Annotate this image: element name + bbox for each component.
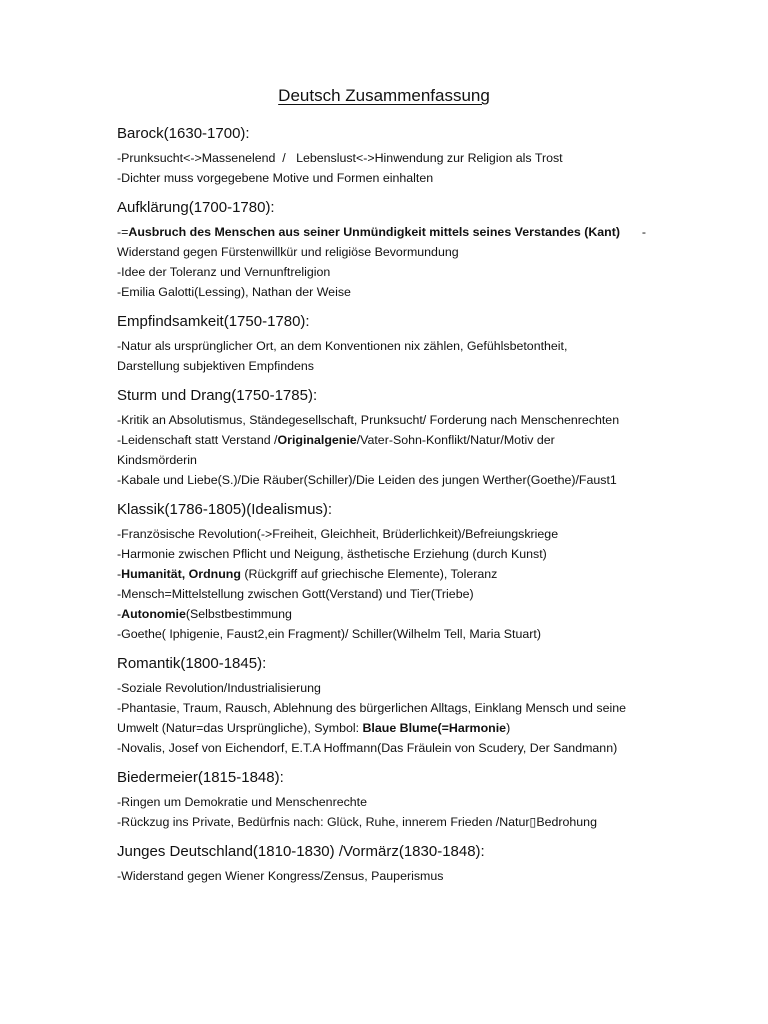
- text-fragment: -Leidenschaft statt Verstand /: [117, 433, 278, 447]
- text-fragment: (Selbstbestimmung: [185, 607, 292, 621]
- section-aufklaerung: [117, 198, 657, 302]
- section-empfindsamkeit: [117, 312, 657, 376]
- section-heading: Barock(1630-1700):: [117, 125, 250, 142]
- text-fragment: -: [117, 607, 122, 621]
- section-heading: Biedermeier(1815-1848):: [117, 769, 284, 786]
- section-heading: Empfindsamkeit(1750-1780):: [117, 313, 310, 330]
- text-line: [117, 564, 657, 584]
- text-line: -Ringen um Demokratie und Menschenrechte: [117, 795, 368, 809]
- text-line: -Novalis, Josef von Eichendorf, E.T.A Hoffmann(Das Fräulein von Scudery, Der Sandmann): [117, 741, 618, 755]
- text-line: [117, 604, 657, 624]
- page-title: Deutsch Zusammenfassung: [278, 86, 490, 105]
- section-barock: [117, 124, 657, 188]
- section-romantik: [117, 654, 657, 758]
- text-line: Kindsmörderin: [117, 453, 197, 467]
- text-line: -Rückzug ins Private, Bedürfnis nach: Glück, Ruhe, innerem Frieden /Natur▯Bedrohung: [117, 815, 597, 829]
- text-fragment: Umwelt (Natur=das Ursprüngliche), Symbol:: [117, 721, 363, 735]
- text-line: [117, 718, 657, 738]
- section-sturm-und-drang: [117, 386, 657, 490]
- bold-text: Humanität, Ordnung: [121, 567, 241, 581]
- text-line: -Phantasie, Traum, Rausch, Ablehnung des bürgerlichen Alltags, Einklang Mensch und seine: [117, 701, 627, 715]
- text-line: -Emilia Galotti(Lessing), Nathan der Weise: [117, 285, 351, 299]
- section-klassik: [117, 500, 657, 644]
- section-heading: Romantik(1800-1845):: [117, 655, 267, 672]
- section-junges-deutschland: [117, 842, 657, 886]
- text-fragment: ): [506, 721, 511, 735]
- section-heading: Junges Deutschland(1810-1830) /Vormärz(1830-1848):: [117, 843, 485, 860]
- text-fragment: -: [641, 225, 647, 239]
- text-line: -Goethe( Iphigenie, Faust2,ein Fragment)/ Schiller(Wilhelm Tell, Maria Stuart): [117, 627, 541, 641]
- text-line: -Dichter muss vorgegebene Motive und Formen einhalten: [117, 171, 434, 185]
- text-line: [117, 222, 657, 242]
- text-line: -Soziale Revolution/Industrialisierung: [117, 681, 321, 695]
- text-line: -Harmonie zwischen Pflicht und Neigung, ästhetische Erziehung (durch Kunst): [117, 547, 547, 561]
- section-heading: Klassik(1786-1805)(Idealismus):: [117, 501, 333, 518]
- text-line: -Französische Revolution(->Freiheit, Gleichheit, Brüderlichkeit)/Befreiungskriege: [117, 527, 559, 541]
- text-line: -Prunksucht<->Massenelend / Lebenslust<->Hinwendung zur Religion als Trost: [117, 151, 563, 165]
- section-heading: Sturm und Drang(1750-1785):: [117, 387, 318, 404]
- text-fragment: (Rückgriff auf griechische Elemente), Toleranz: [240, 567, 498, 581]
- section-heading: Aufklärung(1700-1780):: [117, 199, 275, 216]
- bold-text: Blaue Blume(=Harmonie: [362, 721, 507, 735]
- section-biedermeier: [117, 768, 657, 832]
- text-fragment: -=: [117, 225, 129, 239]
- text-line: -Kritik an Absolutismus, Ständegesellschaft, Prunksucht/ Forderung nach Menschenrechten: [117, 413, 620, 427]
- document-body: [117, 124, 657, 886]
- bold-text: Autonomie: [121, 607, 186, 621]
- text-line: -Widerstand gegen Wiener Kongress/Zensus, Pauperismus: [117, 869, 444, 883]
- text-line: Widerstand gegen Fürstenwillkür und religiöse Bevormundung: [117, 245, 459, 259]
- text-line: -Mensch=Mittelstellung zwischen Gott(Verstand) und Tier(Triebe): [117, 587, 474, 601]
- bold-text: Originalgenie: [277, 433, 357, 447]
- text-line: -Kabale und Liebe(S.)/Die Räuber(Schiller)/Die Leiden des jungen Werther(Goethe)/Faust1: [117, 473, 617, 487]
- text-fragment: -: [117, 567, 122, 581]
- bold-text: Ausbruch des Menschen aus seiner Unmündigkeit mittels seines Verstandes (Kant): [128, 225, 621, 239]
- text-line: -Natur als ursprünglicher Ort, an dem Konventionen nix zählen, Gefühlsbetontheit,: [117, 339, 568, 353]
- text-line: Darstellung subjektiven Empfindens: [117, 359, 314, 373]
- text-line: -Idee der Toleranz und Vernunftreligion: [117, 265, 331, 279]
- text-line: [117, 430, 657, 450]
- text-fragment: /Vater-Sohn-Konflikt/Natur/Motiv der: [356, 433, 555, 447]
